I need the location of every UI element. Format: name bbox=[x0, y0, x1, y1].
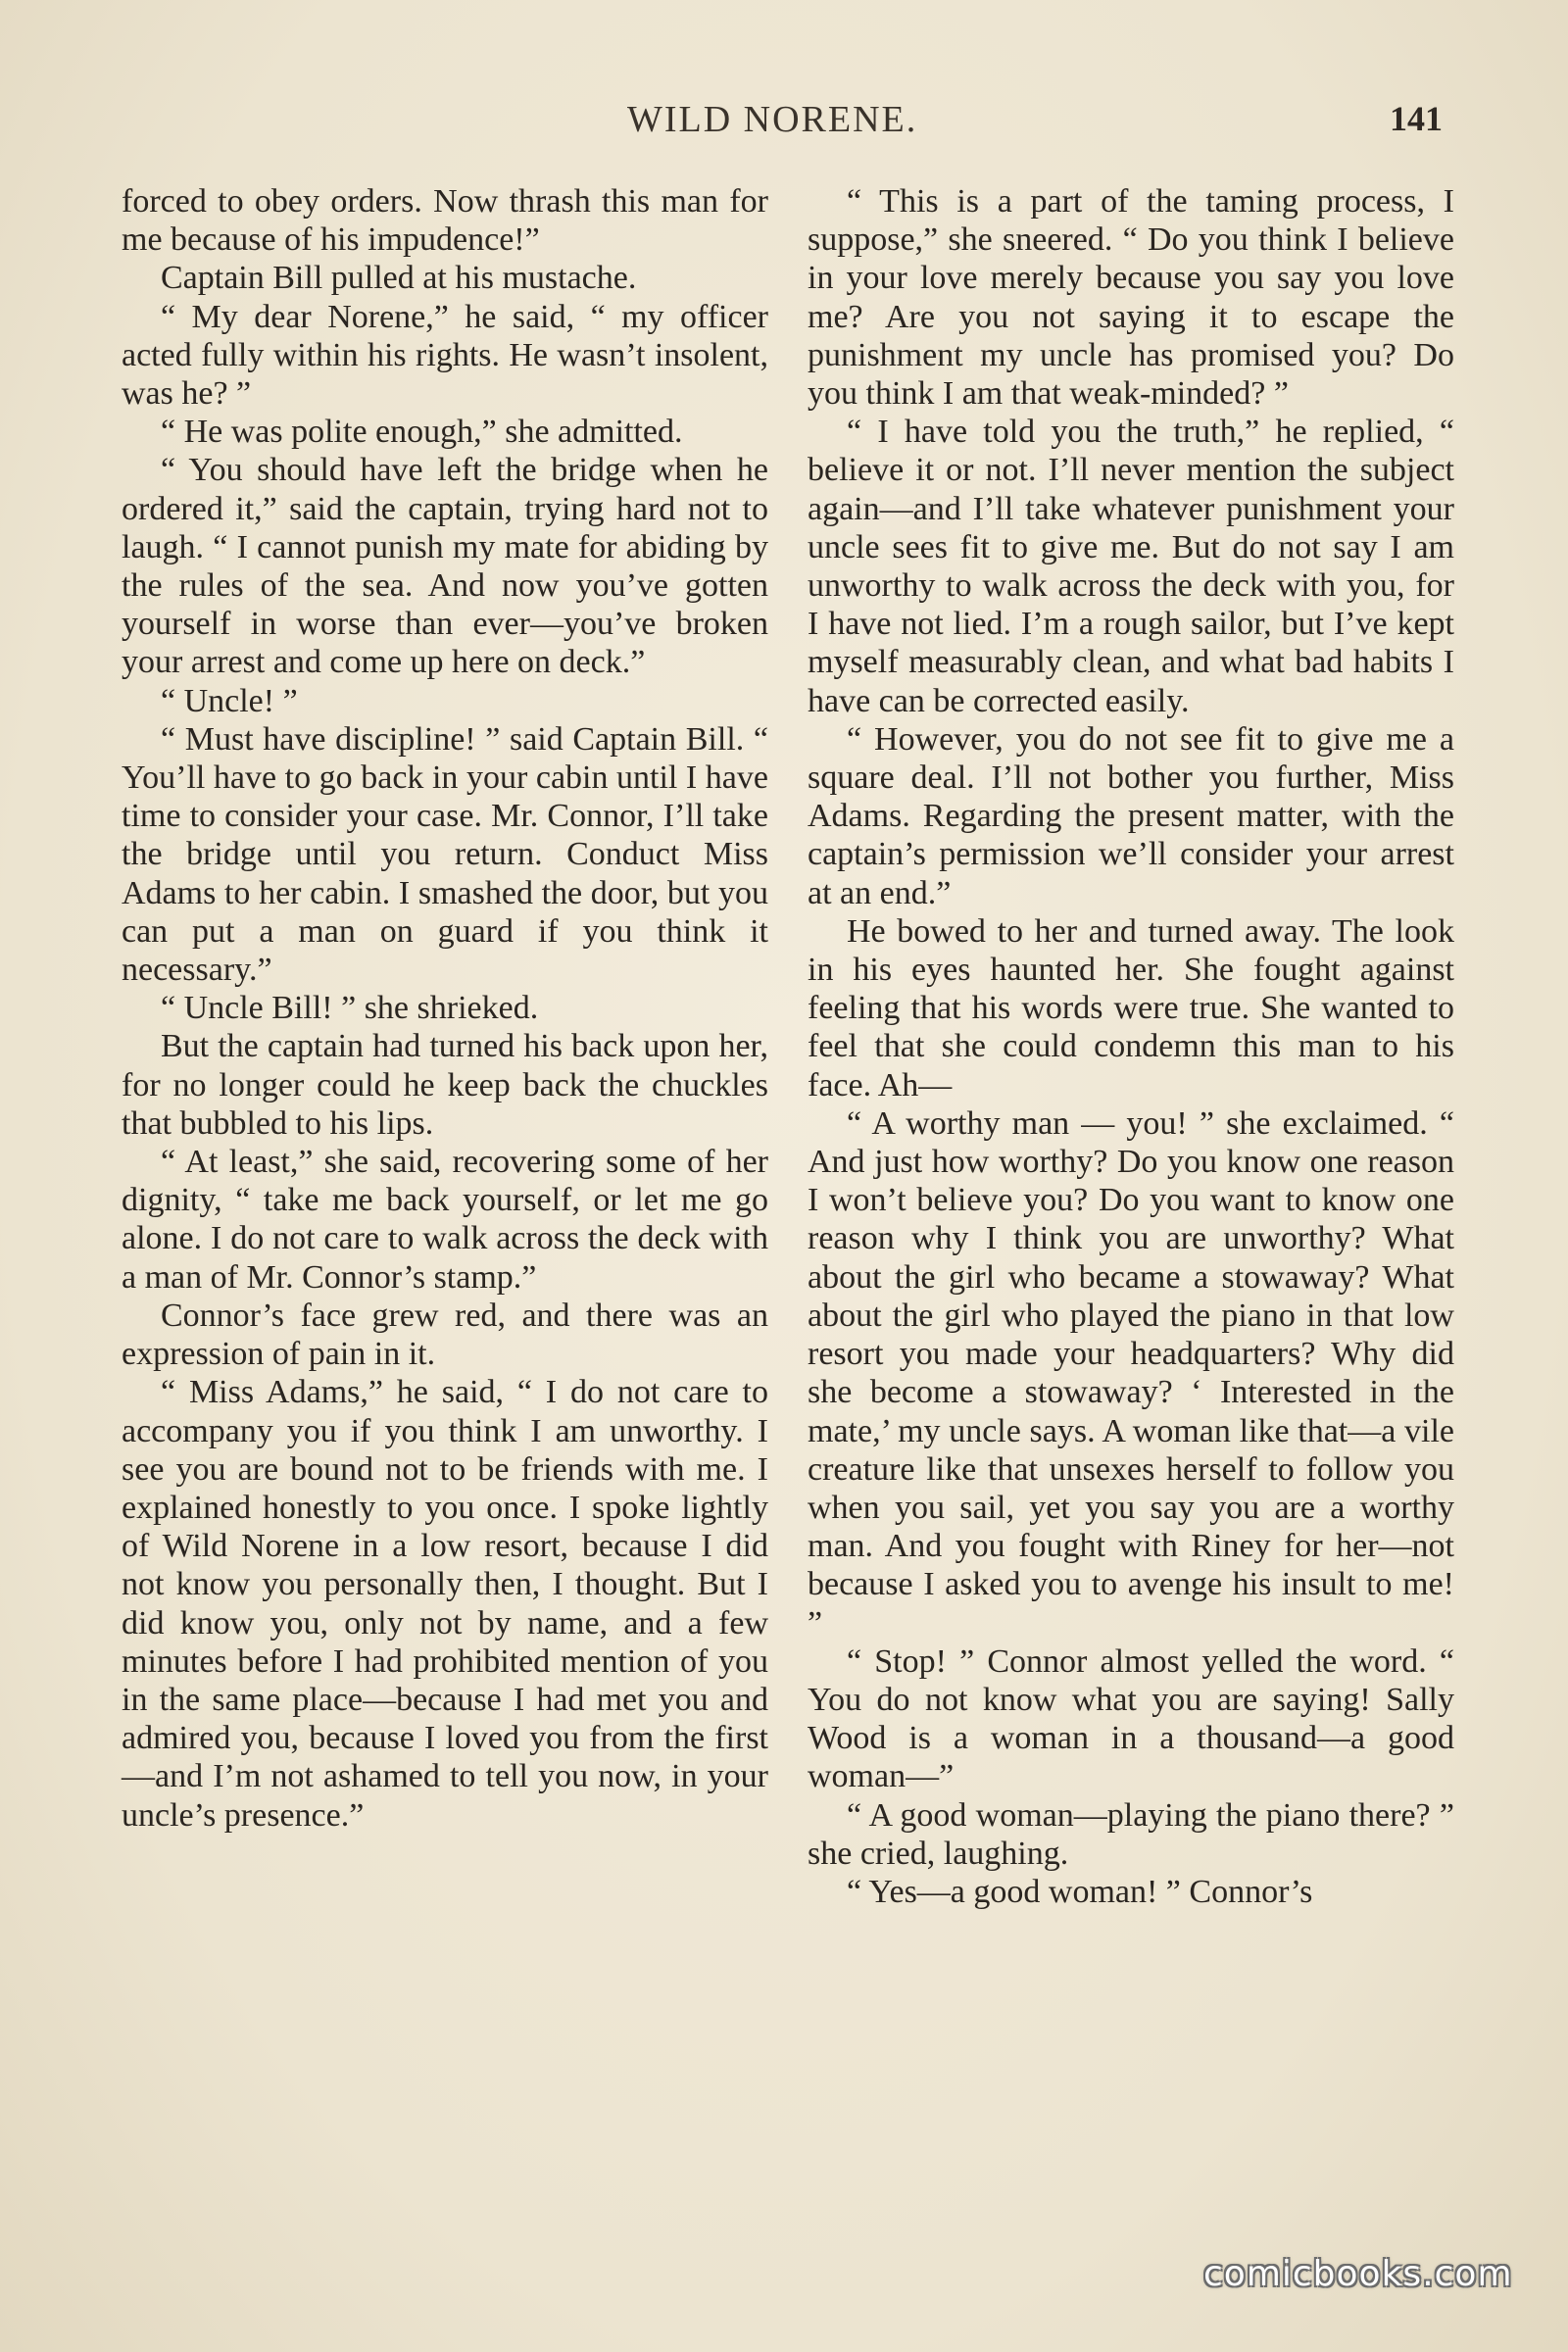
running-title: WILD NORENE. bbox=[627, 99, 918, 140]
paragraph: He bowed to her and turned away. The look in his eyes haunted her. She fought against feeling that his words were true. She wanted to feel that she could condemn this man to his face. Ah— bbox=[808, 912, 1454, 1103]
paragraph: “ Miss Adams,” he said, “ I do not care to accompany you if you think I am unworthy. I see you are bound not to be friends with me. I explained honestly to you once. I spoke lightly of Wild Norene in a low resort, because I did not know you personally then, I thought. But I did know you, only not by name, and a few minutes before I had prohibited mention of you in the same place—because I had met you and admired you, because I loved you from the first—and I’m not ashamed to tell you now, in your uncle’s presence.” bbox=[122, 1374, 768, 1834]
paragraph: “ This is a part of the taming process, I suppose,” she sneered. “ Do you think I believe in your love merely because you say you love me? Are you not saying it to escape the punishment my uncle has promised you? Do you think I am that weak-minded? ” bbox=[808, 183, 1454, 413]
paragraph: “ At least,” she said, recovering some of her dignity, “ take me back yourself, or let me go alone. I do not care to walk across the deck with a man of Mr. Connor’s stamp.” bbox=[122, 1144, 768, 1296]
paragraph: “ A good woman—playing the piano there? ” she cried, laughing. bbox=[808, 1796, 1454, 1872]
paragraph: “ Uncle Bill! ” she shrieked. bbox=[161, 990, 539, 1027]
paragraph: “ Stop! ” Connor almost yelled the word. “ You do not know what you are saying! Sally Wood is a woman in a thousand—a good woman—” bbox=[808, 1642, 1454, 1795]
paragraph: “ A worthy man — you! ” she exclaimed. “ And just how worthy? Do you know one reason I won’t believe you? Do you want to know one reason why I think you are unworthy? What about the girl who became a stowaway? What about the girl who played the piano in that low resort you made your headquarters? Why did she become a stowaway? ‘ Interested in the mate,’ my uncle says. A woman like that—a vile creature like that unsexes herself to follow you when you sail, yet you say you are a worthy man. And you fought with Riney for her—not because I asked you to avenge his insult to me! ” bbox=[808, 1104, 1454, 1642]
paragraph: forced to obey orders. Now thrash this man for me because of his impudence!” bbox=[122, 183, 768, 259]
paragraph: “ Uncle! ” bbox=[161, 682, 298, 719]
paragraph: “ You should have left the bridge when he ordered it,” said the captain, trying hard not to laugh. “ I cannot punish my mate for abiding by the rules of the sea. And now you’ve gotten yourself in worse than ever—you’ve broken your arrest and come up here on deck.” bbox=[122, 452, 768, 681]
paragraph: Connor’s face grew red, and there was an expression of pain in it. bbox=[122, 1297, 768, 1373]
paragraph: “ My dear Norene,” he said, “ my officer acted fully within his rights. He wasn’t insolent, was he? ” bbox=[122, 298, 768, 413]
watermark: comicbooks.com bbox=[1203, 2254, 1513, 2294]
paragraph: Captain Bill pulled at his mustache. bbox=[161, 260, 637, 297]
page-number: 141 bbox=[1390, 99, 1443, 138]
paragraph: “ However, you do not see fit to give me a square deal. I’ll not bother you further, Miss Adams. Regarding the present matter, with the captain’s permission we’ll consider your arrest at an end.” bbox=[808, 720, 1454, 911]
page-header bbox=[0, 90, 1568, 149]
paragraph: “ Must have discipline! ” said Captain Bill. “ You’ll have to go back in your cabin until I have time to consider your case. Mr. Connor, I’ll take the bridge until you return. Conduct Miss Adams to her cabin. I smashed the door, but you can put a man on guard if you think it necessary.” bbox=[122, 720, 768, 989]
left-column bbox=[122, 182, 768, 1835]
paragraph: But the captain had turned his back upon her, for no longer could he keep back the chuckles that bubbled to his lips. bbox=[122, 1028, 768, 1142]
right-column bbox=[808, 182, 1454, 1911]
paragraph: “ He was polite enough,” she admitted. bbox=[161, 414, 683, 451]
paragraph: “ Yes—a good woman! ” Connor’s bbox=[847, 1873, 1313, 1910]
paragraph: “ I have told you the truth,” he replied, “ believe it or not. I’ll never mention the subject again—and I’ll take whatever punishment your uncle sees fit to give me. But do not say I am unworthy to walk across the deck with you, for I have not lied. I’m a rough sailor, but I’ve kept myself measurably clean, and what bad habits I have can be corrected easily. bbox=[808, 414, 1454, 719]
